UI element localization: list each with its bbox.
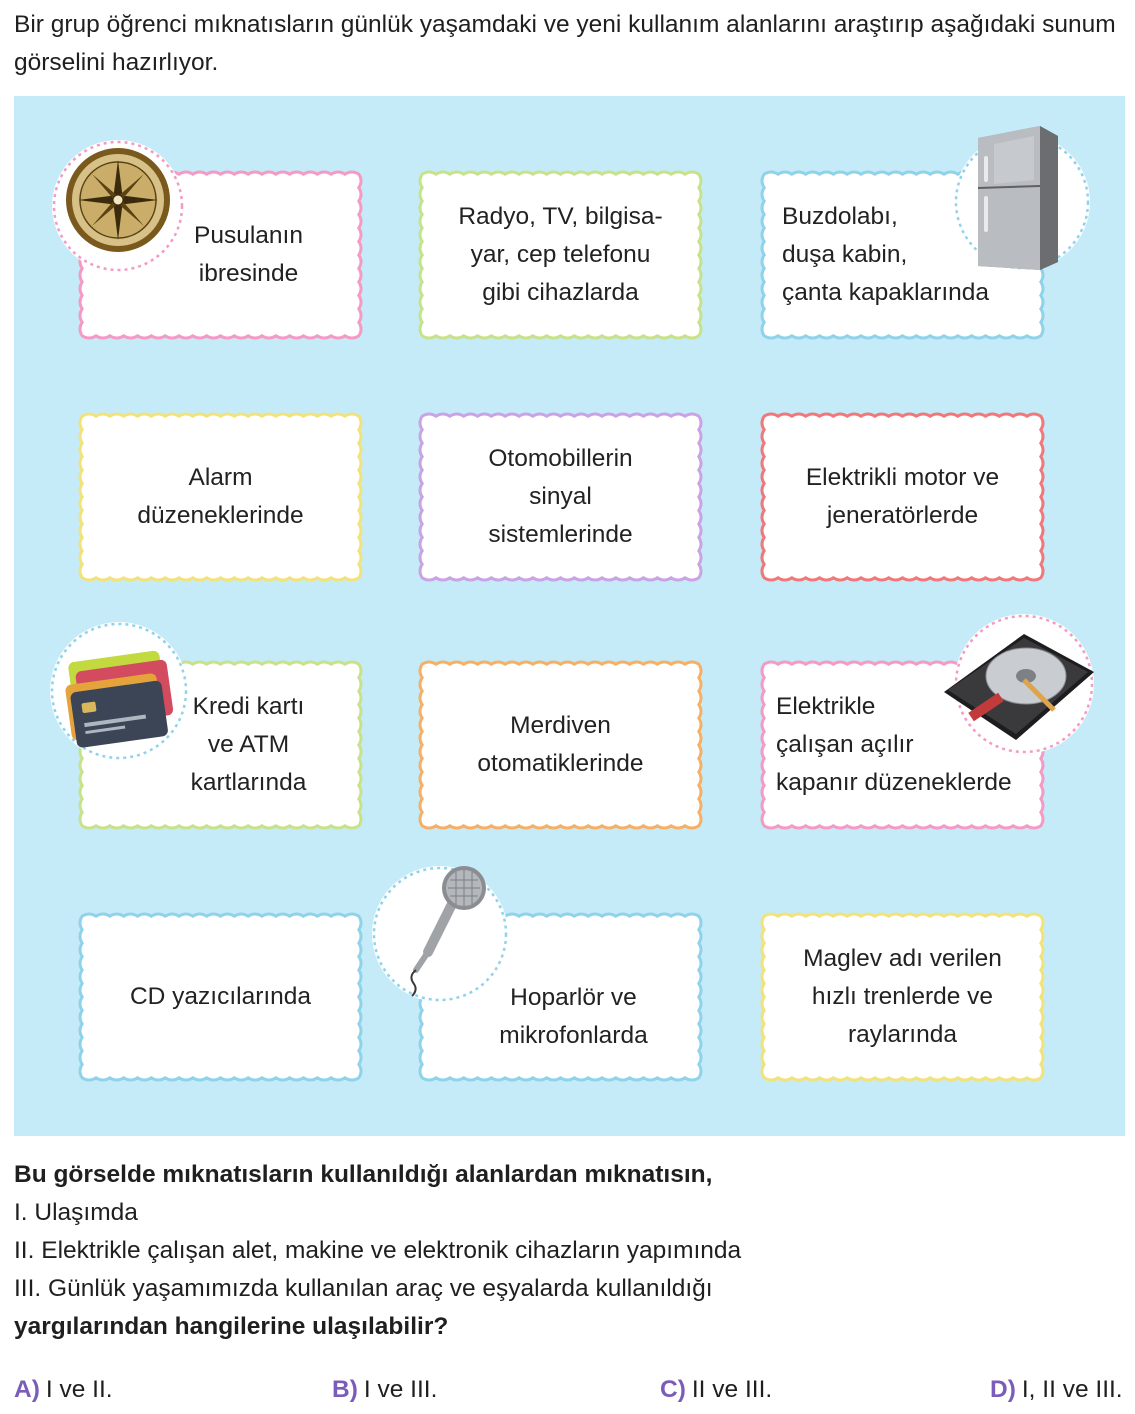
option-letter: D) (990, 1376, 1016, 1403)
hard-disk-photo (954, 614, 1094, 754)
card-text: Hoparlör ve mikrofonlarda (499, 984, 648, 1049)
card-text: Buzdolabı, duşa kabin, çanta kapaklarında (782, 203, 990, 306)
presentation-panel (14, 96, 1125, 1136)
card-escalator (418, 660, 703, 830)
option-c[interactable] (660, 1376, 772, 1404)
card-text: Maglev adı verilen hızlı trenlerde ve raylarında (803, 945, 1002, 1048)
card-cd-writers (78, 912, 363, 1082)
option-text: I ve III. (363, 1376, 438, 1403)
hard-disk-icon (954, 614, 1094, 754)
question-lead: Bu görselde mıknatısların kullanıldığı alanlardan mıknatısın, (14, 1161, 713, 1188)
card-text: Elektrikli motor ve jeneratörlerde (805, 464, 1000, 529)
microphone-photo (372, 866, 508, 1002)
refrigerator-photo (954, 134, 1090, 270)
compass-photo (52, 140, 184, 272)
option-letter: B) (332, 1376, 358, 1403)
card-text: Radyo, TV, bilgisa- yar, cep telefonu gibi cihazlarda (458, 203, 663, 306)
card-alarm (78, 412, 363, 582)
credit-cards-icon (50, 622, 188, 760)
option-a[interactable] (14, 1376, 113, 1404)
card-text: Elektrikle çalışan açılır kapanır düzeneklerde (776, 693, 1012, 796)
option-text: I ve II. (45, 1376, 113, 1403)
card-electronics (418, 170, 703, 340)
statement-1: I. Ulaşımda (14, 1199, 138, 1226)
option-letter: A) (14, 1376, 40, 1403)
compass-icon (52, 140, 184, 272)
card-text: Pusulanın ibresinde (194, 222, 303, 287)
card-maglev (760, 912, 1045, 1082)
card-text: Alarm düzeneklerinde (137, 464, 304, 529)
card-text: Otomobillerin sinyal sistemlerinde (488, 445, 633, 548)
card-text: Merdiven otomatiklerinde (477, 712, 644, 777)
credit-cards-photo (50, 622, 188, 760)
answer-options (14, 1376, 1129, 1410)
option-d[interactable] (990, 1376, 1123, 1404)
option-letter: C) (660, 1376, 686, 1403)
card-text: Kredi kartı ve ATM kartlarında (190, 693, 307, 796)
refrigerator-icon (954, 134, 1090, 270)
option-text: II ve III. (691, 1376, 773, 1403)
microphone-icon (372, 866, 508, 1002)
card-motors (760, 412, 1045, 582)
intro-text: Bir grup öğrenci mıknatısların günlük yaşamdaki ve yeni kullanım alanlarını araştırıp aşağıdaki sunum görselini hazırlıyor. (14, 11, 1116, 76)
card-automobile-signals (418, 412, 703, 582)
card-text: CD yazıcılarında (129, 983, 312, 1010)
statement-3: III. Günlük yaşamımızda kullanılan araç ve eşyalarda kullanıldığı (14, 1275, 713, 1302)
option-b[interactable] (332, 1376, 437, 1404)
statement-2: II. Elektrikle çalışan alet, makine ve elektronik cihazların yapımında (14, 1237, 742, 1264)
question-tail: yargılarından hangilerine ulaşılabilir? (14, 1313, 449, 1340)
option-text: I, II ve III. (1021, 1376, 1123, 1403)
question-block (14, 1156, 741, 1346)
